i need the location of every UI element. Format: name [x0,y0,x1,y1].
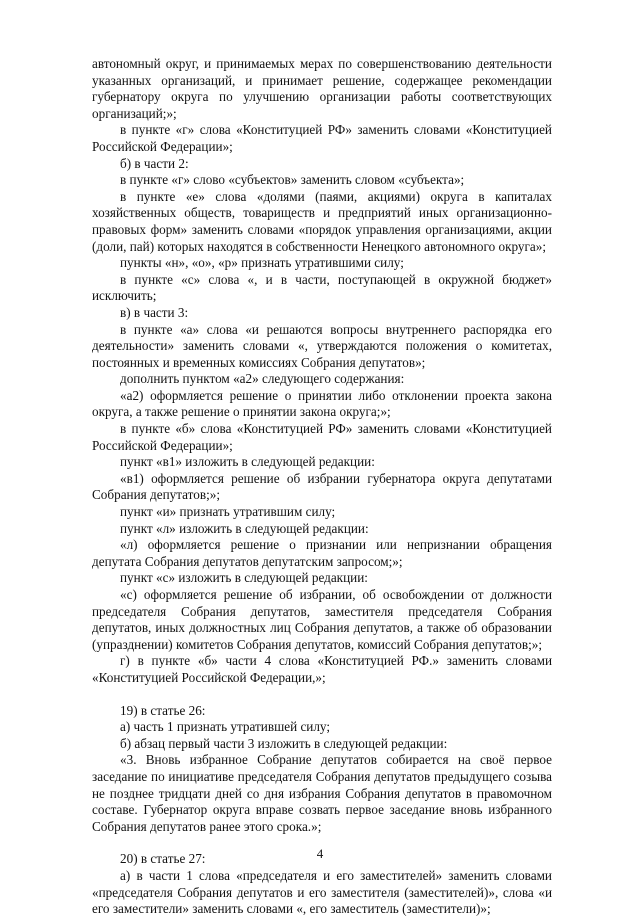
paragraph: «л) оформляется решение о признании или непризнании обращения депутата Собрания депутатов депутатским запросом;»; [92,537,552,569]
paragraph: «3. Вновь избранное Собрание депутатов собирается на своё первое заседание по инициативе председателя Собрания депутатов предыдущего созыва не позднее тридцати дней со дня избрания Собрания депутатов в правомочном составе. Губернатор округа вправе созвать первое заседание вновь избранного Собрания депутатов ранее этого срока.»; [92,752,552,834]
paragraph: в пункте «г» слово «субъектов» заменить словом «субъекта»; [120,172,465,188]
paragraph: автономный округ, и принимаемых мерах по совершенствованию деятельности указанных организаций, и принимает решение, содержащее рекомендации губернатору округа по улучшению организации работы соответствующих организаций;»; [92,56,552,121]
paragraph: а) часть 1 признать утратившей силу; [120,719,331,735]
paragraph: в пункте «с» слова «, и в части, поступающей в окружной бюджет» исключить; [92,271,552,304]
paragraph: в пункте «б» слова «Конституцией РФ» заменить словами «Конституцией Российской Федерации»; [92,421,552,453]
paragraph: «с) оформляется решение об избрании, об освобождении от должности председателя Собрания депутатов, заместителя председателя Собрания депутатов, иных должностных лиц Собрания депутатов, а также об образовании (упразднении) комитетов Собрания депутатов, комиссий Собрания депутатов;»; [92,587,552,652]
paragraph: в) в части 3: [120,304,189,320]
paragraph: «а2) оформляется решение о принятии либо отклонении проекта закона округа, а также решение о принятии закона округа;»; [92,387,552,420]
paragraph: пункт «и» признать утратившим силу; [120,504,336,520]
paragraph: в пункте «г» слова «Конституцией РФ» заменить словами «Конституцией Российской Федерации»; [92,122,552,154]
paragraph: а) в части 1 слова «председателя и его заместителей» заменить словами «председателя Собрания депутатов и его заместителя (заместителей)», слова «и его заместители» заменить словами «, его заместитель (заместители)»; [92,867,552,917]
paragraph: в пункте «е» слова «долями (паями, акциями) округа в капиталах хозяйственных обществ, товариществ и предприятий иных организационно-правовых форм» заменить словами «порядок управления организациями, акции (доли, пай) которых находятся в собственности Ненецкого автономного округа»; [92,188,552,254]
paragraph: «в1) оформляется решение об избрании губернатора округа депутатами Собрания депутатов;»; [92,470,552,503]
paragraph: пункт «с» изложить в следующей редакции: [120,570,368,586]
paragraph: дополнить пунктом «а2» следующего содержания: [120,371,405,387]
paragraph: 20) в статье 27: [120,851,206,867]
paragraph: в пункте «а» слова «и решаются вопросы внутреннего распорядка его деятельности» заменить словами «, утверждаются положения о комитетах, постоянных и временных комиссиях Собрания депутатов»; [92,321,552,370]
paragraph: пункт «л» изложить в следующей редакции: [120,520,369,536]
paragraph: б) абзац первый части 3 изложить в следующей редакции: [120,735,448,751]
page-number: 4 [316,846,324,861]
paragraph: пункты «н», «о», «р» признать утратившими силу; [120,255,404,271]
paragraph: пункт «в1» изложить в следующей редакции: [120,454,375,470]
paragraph: б) в части 2: [120,155,189,171]
document-body [92,56,552,918]
paragraph: г) в пункте «б» части 4 слова «Конституцией РФ.» заменить словами «Конституцией Российской Федерации,»; [92,653,552,685]
paragraph: 19) в статье 26: [120,702,206,718]
